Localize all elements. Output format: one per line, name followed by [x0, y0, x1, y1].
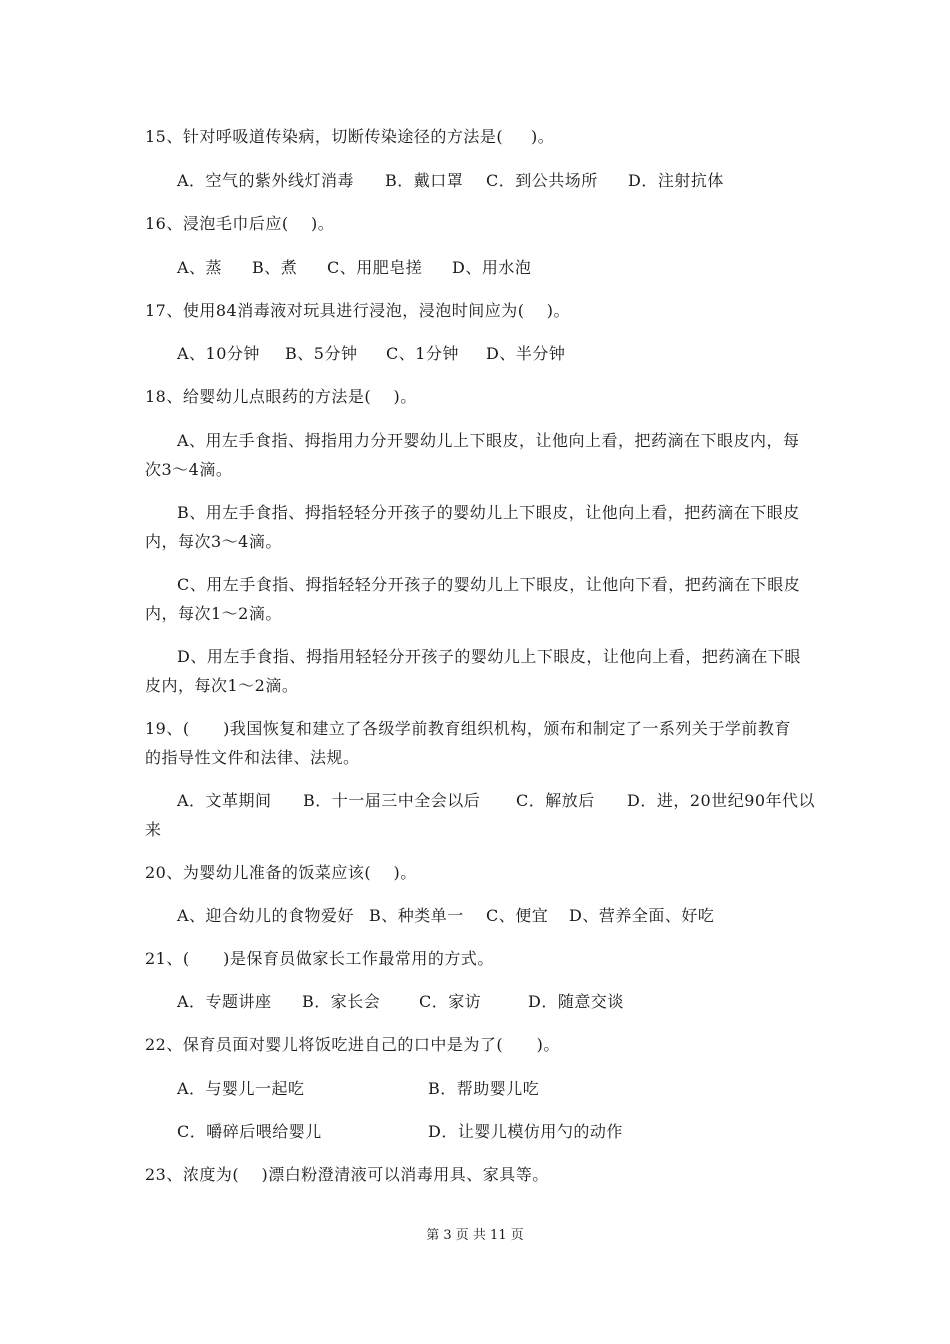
question-20-option-c: C、便宜 — [486, 906, 549, 925]
question-19-option-b: B．十一届三中全会以后 — [303, 791, 481, 810]
question-21-option-a: A．专题讲座 — [177, 992, 272, 1011]
question-20-option-d: D、营养全面、好吃 — [569, 906, 715, 925]
question-19-option-d: D．进，20世纪90年代以 — [627, 791, 816, 810]
question-16-option-d: D、用水泡 — [452, 258, 532, 277]
question-17-option-d: D、半分钟 — [486, 344, 566, 363]
question-20-option-b: B、种类单一 — [369, 906, 464, 925]
question-22-stem: 22、保育员面对婴儿将饭吃进自己的口中是为了( )。 — [145, 1035, 560, 1054]
question-17-option-a: A、10分钟 — [177, 344, 260, 363]
question-21-stem: 21、( )是保育员做家长工作最常用的方式。 — [145, 949, 494, 968]
page-footer: 第 3 页 共 11 页 — [426, 1228, 524, 1243]
question-15-option-a: A．空气的紫外线灯消毒 — [177, 171, 355, 190]
question-18-option-c-line1: C、用左手食指、拇指轻轻分开孩子的婴幼儿上下眼皮，让他向下看，把药滴在下眼皮 — [177, 575, 801, 594]
question-23-stem: 23、浓度为( )漂白粉澄清液可以消毒用具、家具等。 — [145, 1165, 549, 1184]
question-20-option-a: A、迎合幼儿的食物爱好 — [177, 906, 355, 925]
question-21-option-d: D．随意交谈 — [528, 992, 624, 1011]
question-15-option-c: C．到公共场所 — [486, 171, 598, 190]
question-18-option-a-line1: A、用左手食指、拇指用力分开婴幼儿上下眼皮，让他向上看，把药滴在下眼皮内，每 — [177, 431, 800, 450]
question-16-option-a: A、蒸 — [177, 258, 223, 277]
question-15-stem: 15、针对呼吸道传染病，切断传染途径的方法是( )。 — [145, 127, 555, 146]
question-22-option-a: A．与婴儿一起吃 — [177, 1079, 305, 1098]
question-22-option-c: C．嚼碎后喂给婴儿 — [177, 1122, 322, 1141]
question-18-option-c-line2: 内，每次1～2滴。 — [145, 604, 282, 623]
question-18-option-d-line2: 皮内，每次1～2滴。 — [145, 676, 299, 695]
question-18-stem: 18、给婴幼儿点眼药的方法是( )。 — [145, 387, 417, 406]
question-17-stem: 17、使用84消毒液对玩具进行浸泡，浸泡时间应为( )。 — [145, 301, 571, 320]
question-19-option-c: C．解放后 — [516, 791, 595, 810]
question-22-option-d: D．让婴儿模仿用勺的动作 — [428, 1122, 623, 1141]
question-17-option-b: B、5分钟 — [285, 344, 358, 363]
question-18-option-d-line1: D、用左手食指、拇指用轻轻分开孩子的婴幼儿上下眼皮，让他向上看，把药滴在下眼 — [177, 647, 801, 666]
question-17-option-c: C、1分钟 — [386, 344, 459, 363]
question-16-stem: 16、浸泡毛巾后应( )。 — [145, 214, 335, 233]
question-18-option-b-line1: B、用左手食指、拇指轻轻分开孩子的婴幼儿上下眼皮，让他向上看，把药滴在下眼皮 — [177, 503, 800, 522]
question-20-stem: 20、为婴幼儿准备的饭菜应该( )。 — [145, 863, 417, 882]
question-15-option-d: D．注射抗体 — [628, 171, 724, 190]
question-19-option-d-cont: 来 — [145, 820, 162, 839]
question-22-option-b: B．帮助婴儿吃 — [428, 1079, 540, 1098]
question-18-option-b-line2: 内，每次3～4滴。 — [145, 532, 282, 551]
question-21-option-c: C．家访 — [419, 992, 482, 1011]
question-19-stem: 19、( )我国恢复和建立了各级学前教育组织机构，颁布和制定了一系列关于学前教育 — [145, 719, 791, 738]
question-21-option-b: B．家长会 — [302, 992, 381, 1011]
question-16-option-b: B、煮 — [252, 258, 298, 277]
question-15-option-b: B．戴口罩 — [385, 171, 464, 190]
question-19-option-a: A．文革期间 — [177, 791, 272, 810]
question-16-option-c: C、用肥皂搓 — [327, 258, 423, 277]
question-19-stem-cont: 的指导性文件和法律、法规。 — [145, 748, 360, 767]
question-18-option-a-line2: 次3～4滴。 — [145, 460, 233, 479]
